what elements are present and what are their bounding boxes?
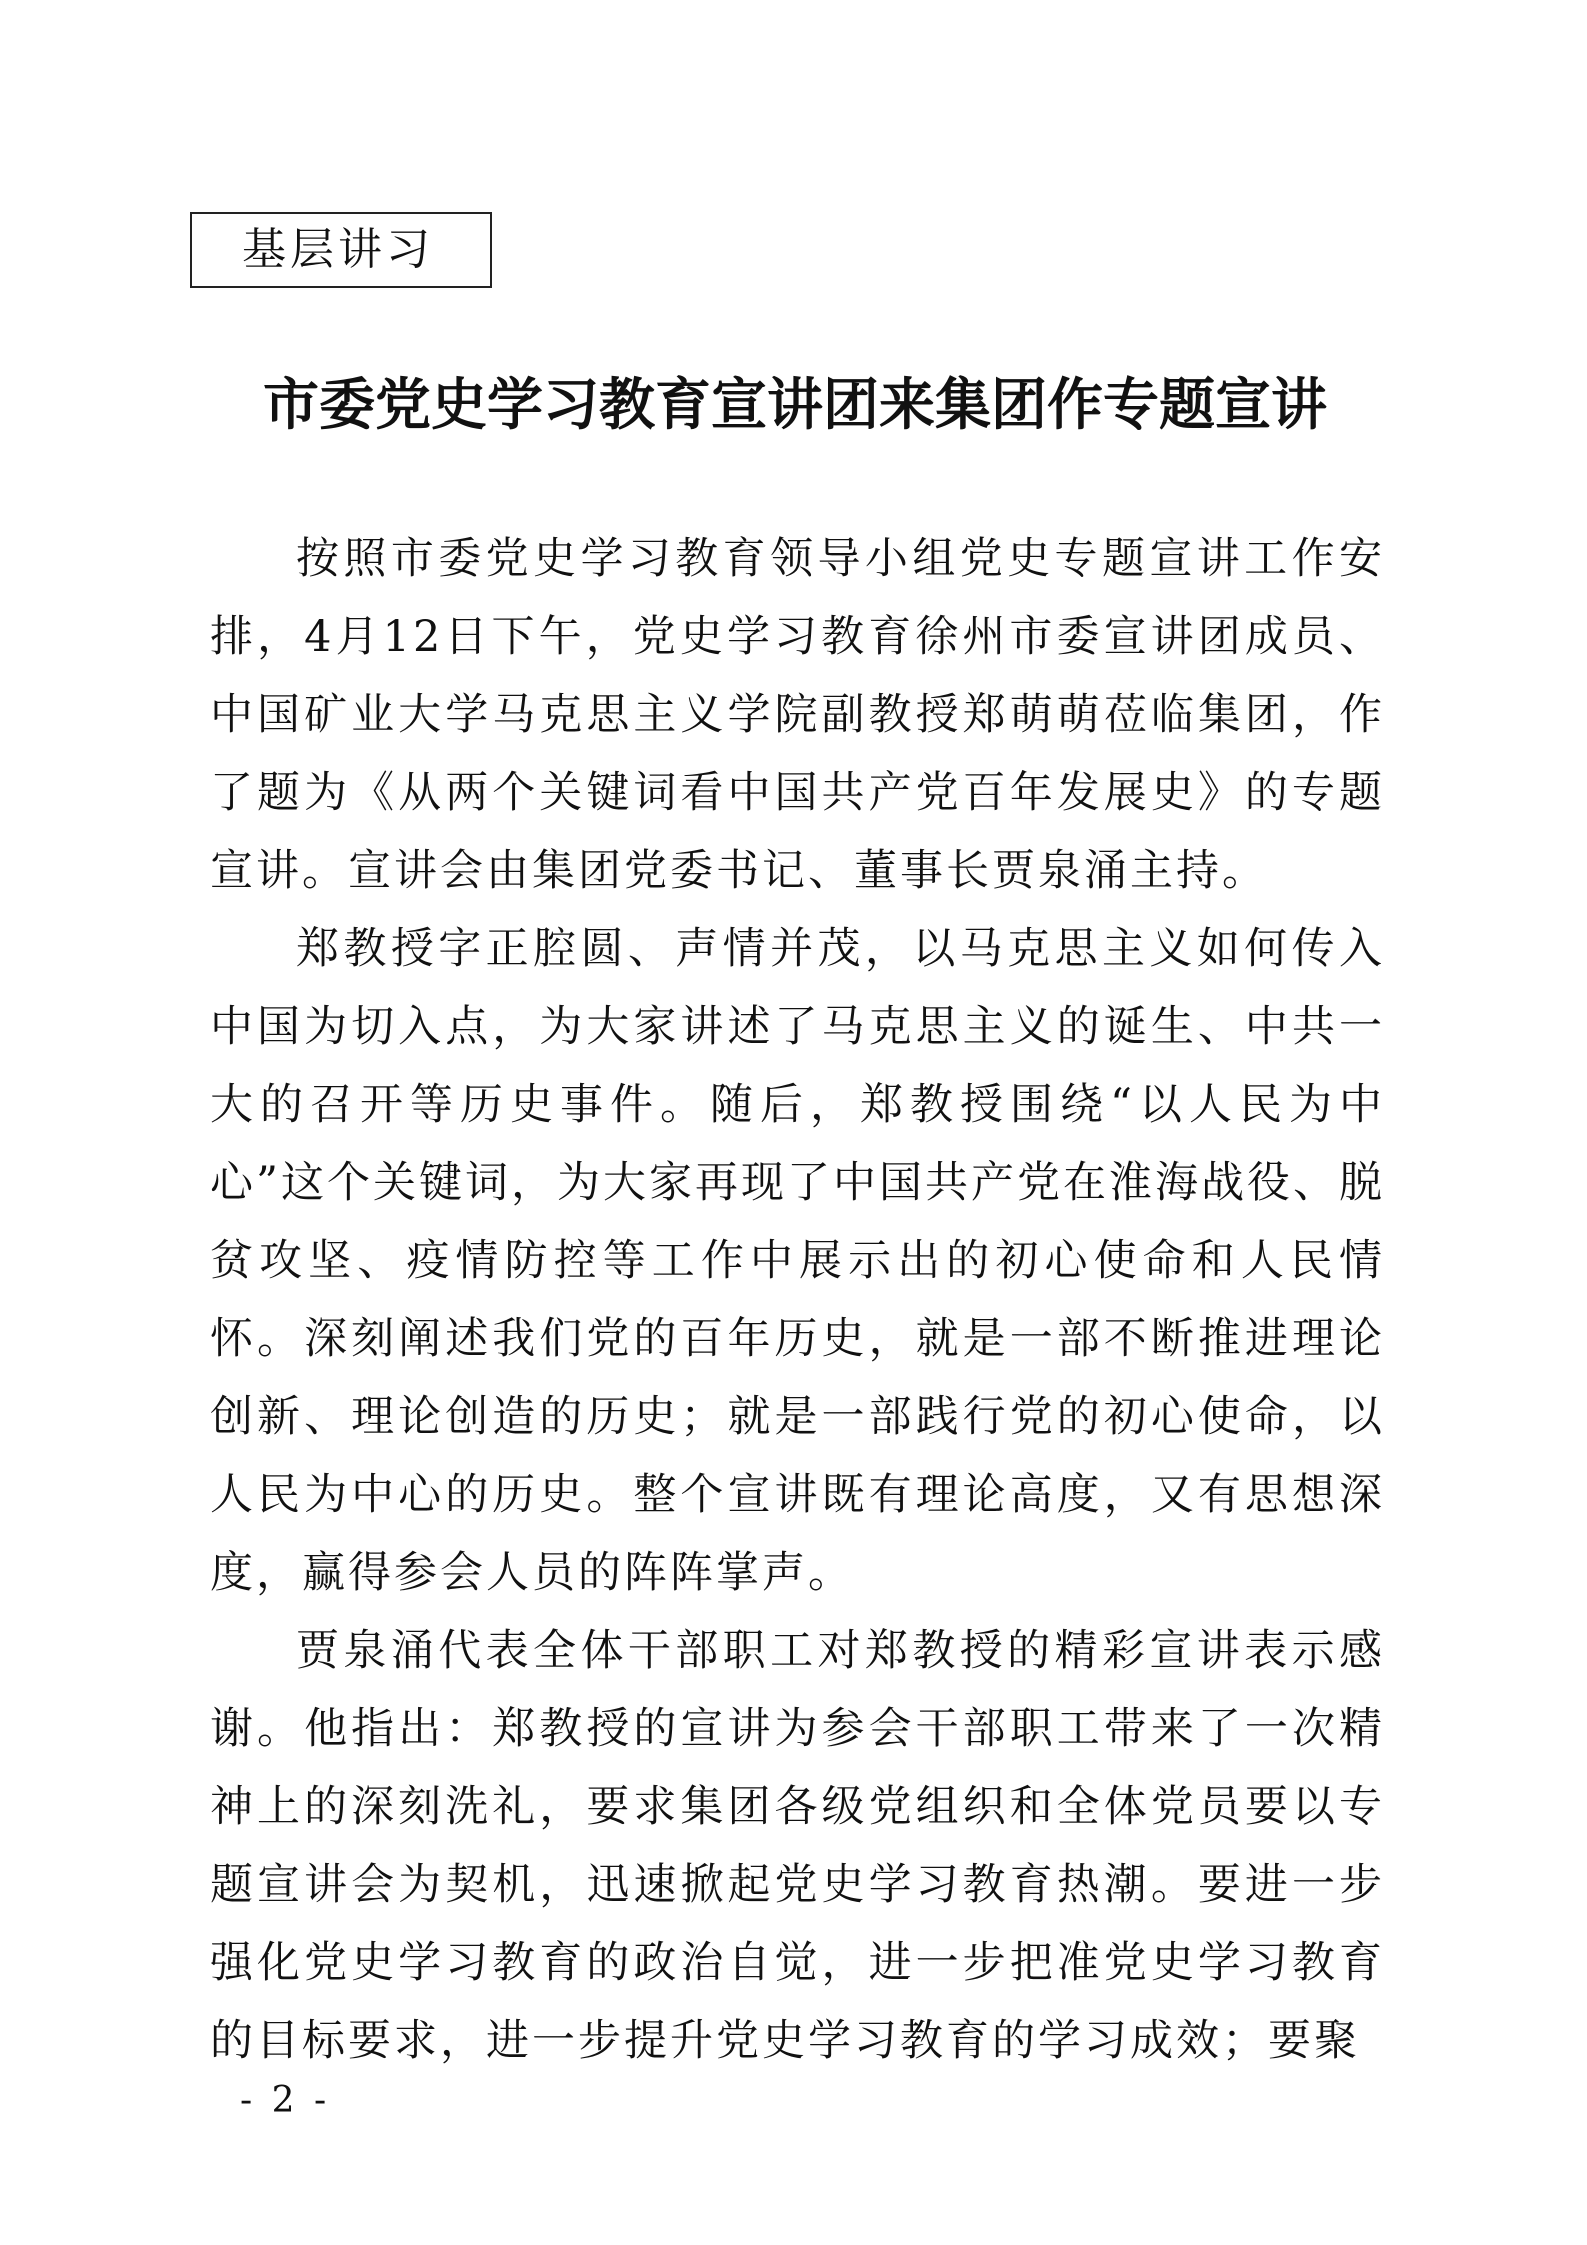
paragraph-2: 郑教授字正腔圆、声情并茂，以马克思主义如何传入中国为切入点，为大家讲述了马克思主义的诞生、中共一大的召开等历史事件。随后，郑教授围绕“以人民为中心”这个关键词，为大家再现了中国共产党在淮海战役、脱贫攻坚、疫情防控等工作中展示出的初心使命和人民情怀。深刻阐述我们党的百年历史，就是一部不断推进理论创新、理论创造的历史；就是一部践行党的初心使命，以人民为中心的历史。整个宣讲既有理论高度，又有思想深度，赢得参会人员的阵阵掌声。 (210, 924, 1385, 1598)
article-title: 市委党史学习教育宣讲团来集团作专题宣讲 (263, 373, 1327, 438)
section-tag: 基层讲习 (190, 212, 492, 288)
page-number: - 2 - (240, 2080, 331, 2121)
article-body (210, 520, 1385, 2080)
paragraph-3: 贾泉涌代表全体干部职工对郑教授的精彩宣讲表示感谢。他指出：郑教授的宣讲为参会干部职工带来了一次精神上的深刻洗礼，要求集团各级党组织和全体党员要以专题宣讲会为契机，迅速掀起党史学习教育热潮。要进一步强化党史学习教育的政治自觉，进一步把准党史学习教育的目标要求，进一步提升党史学习教育的学习成效；要聚 (210, 1626, 1385, 2066)
paragraph-1: 按照市委党史学习教育领导小组党史专题宣讲工作安排，4月12日下午，党史学习教育徐州市委宣讲团成员、中国矿业大学马克思主义学院副教授郑萌萌莅临集团，作了题为《从两个关键词看中国共产党百年发展史》的专题宣讲。宣讲会由集团党委书记、董事长贾泉涌主持。 (210, 534, 1385, 896)
